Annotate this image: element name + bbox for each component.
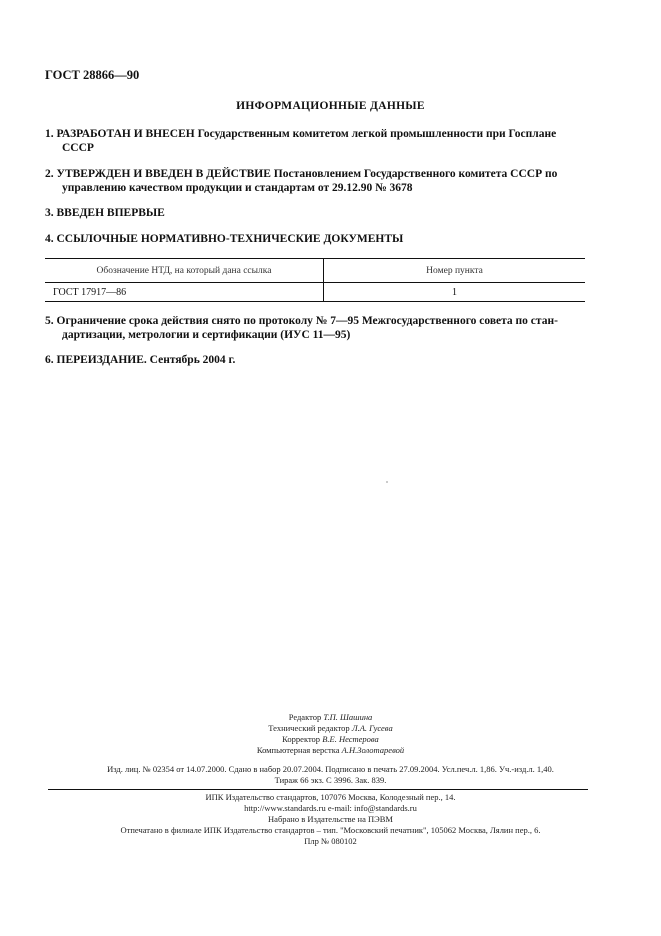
editor-label: Редактор xyxy=(288,712,322,722)
info-item-4 xyxy=(45,232,585,246)
imprint-print-details xyxy=(0,764,661,786)
item-text-cont: дартизации, метрологии и сертификации (ИУС 11—95) xyxy=(62,329,351,341)
item-number: 5. xyxy=(45,315,54,327)
imprint-credits xyxy=(0,712,661,756)
divider xyxy=(48,789,588,790)
print-details-line-1: Изд. лиц. № 02354 от 14.07.2000. Сдано в набор 20.07.2004. Подписано в печать 27.09.2004. Усл.печ.л. 1,86. Уч.-изд.л. 1,40. xyxy=(107,764,554,774)
item-text: Сентябрь 2004 г. xyxy=(149,354,236,366)
print-details-line-2: Тираж 66 экз. С 3996. Зак. 839. xyxy=(274,775,387,785)
item-text-cont: СССР xyxy=(62,142,94,154)
item-number: 2. xyxy=(45,168,54,180)
item-number: 6. xyxy=(45,354,54,366)
info-item-6 xyxy=(45,353,585,367)
publisher-line-5: Плр № 080102 xyxy=(304,836,357,846)
item-text: Государственным комитетом легкой промышленности при Госплане xyxy=(197,128,557,140)
tech-editor-name: Л.А. Гусева xyxy=(351,723,393,733)
layout-name: А.Н.Золотаревой xyxy=(341,745,405,755)
cell-ntd: ГОСТ 17917—86 xyxy=(45,283,324,302)
publisher-line-3: Набрано в Издательстве на ПЭВМ xyxy=(268,814,393,824)
tech-editor-label: Технический редактор xyxy=(268,723,350,733)
column-header-clause: Номер пункта xyxy=(426,265,483,276)
section-title: ИНФОРМАЦИОННЫЕ ДАННЫЕ xyxy=(236,100,425,112)
corrector-line xyxy=(0,734,661,745)
publisher-line-4: Отпечатано в филиале ИПК Издательство стандартов – тип. "Московский печатник", 105062 Москва, Лялин пер., 6. xyxy=(120,825,541,835)
corrector-name: В.Е. Нестерова xyxy=(322,734,379,744)
info-item-5 xyxy=(45,314,585,342)
item-text: Постановлением Государственного комитета СССР по xyxy=(273,168,558,180)
reference-table xyxy=(45,258,585,302)
table-row xyxy=(45,283,585,302)
item-lead: ВВЕДЕН ВПЕРВЫЕ xyxy=(56,207,165,219)
table-header-row xyxy=(45,259,585,283)
imprint-publisher xyxy=(0,792,661,847)
column-header-ntd: Обозначение НТД, на который дана ссылка xyxy=(45,259,324,283)
layout-label: Компьютерная верстка xyxy=(256,745,340,755)
info-item-1 xyxy=(45,127,585,155)
item-number: 3. xyxy=(45,207,54,219)
scan-speck xyxy=(386,481,388,483)
publisher-line-2: http://www.standards.ru e-mail: info@standards.ru xyxy=(244,803,417,813)
item-lead: УТВЕРЖДЕН И ВВЕДЕН В ДЕЙСТВИЕ xyxy=(56,168,271,180)
item-lead: ССЫЛОЧНЫЕ НОРМАТИВНО-ТЕХНИЧЕСКИЕ ДОКУМЕНТЫ xyxy=(56,233,404,245)
corrector-label: Корректор xyxy=(282,734,321,744)
item-lead: ПЕРЕИЗДАНИЕ. xyxy=(56,354,147,366)
editor-line xyxy=(0,712,661,723)
publisher-line-1: ИПК Издательство стандартов, 107076 Москва, Колодезный пер., 14. xyxy=(205,792,456,802)
layout-line xyxy=(0,745,661,756)
cell-clause: 1 xyxy=(452,286,457,298)
item-number: 4. xyxy=(45,233,54,245)
item-text-cont: управлению качеством продукции и стандартам от 29.12.90 № 3678 xyxy=(62,182,413,194)
document-code: ГОСТ 28866—90 xyxy=(45,68,140,82)
info-item-2 xyxy=(45,167,585,195)
info-item-3 xyxy=(45,206,585,220)
editor-name: Т.П. Шашина xyxy=(323,712,373,722)
item-text: Ограничение срока действия снято по протоколу № 7—95 Межгосударственного совета по стан- xyxy=(56,315,558,327)
item-lead: РАЗРАБОТАН И ВНЕСЕН xyxy=(56,128,195,140)
item-number: 1. xyxy=(45,128,54,140)
tech-editor-line xyxy=(0,723,661,734)
